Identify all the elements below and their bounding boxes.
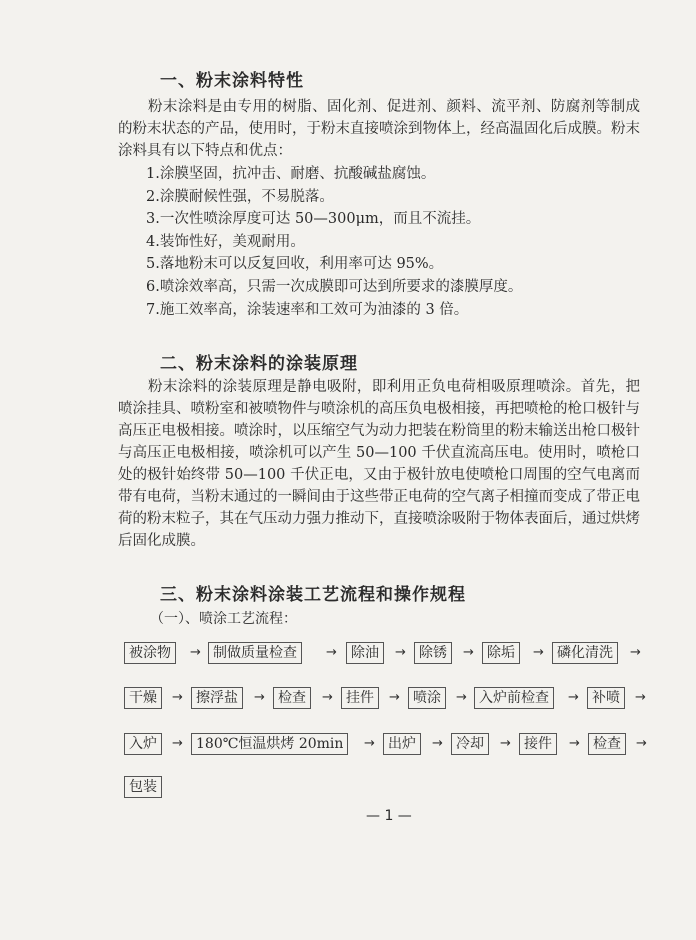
flow-step: 冷却 bbox=[451, 733, 489, 755]
arrow-icon: → bbox=[456, 690, 467, 705]
flow-step: 除油 bbox=[346, 642, 384, 664]
flow-step: 制做质量检查 bbox=[208, 642, 302, 664]
list-item: 3.一次性喷涂厚度可达 50—300μm，而且不流挂。 bbox=[146, 211, 481, 228]
flow-step: 挂件 bbox=[341, 687, 379, 709]
arrow-icon: → bbox=[254, 690, 265, 705]
flow-step: 入炉前检查 bbox=[474, 687, 554, 709]
page-number: — 1 — bbox=[366, 808, 412, 824]
arrow-icon: → bbox=[172, 736, 183, 751]
flow-step: 喷涂 bbox=[408, 687, 446, 709]
arrow-icon: → bbox=[432, 736, 443, 751]
arrow-icon: → bbox=[190, 645, 201, 660]
section3-title: 三、粉末涂料涂装工艺流程和操作规程 bbox=[160, 585, 466, 605]
arrow-icon: → bbox=[533, 645, 544, 660]
list-item: 2.涂膜耐候性强，不易脱落。 bbox=[146, 188, 334, 205]
flow-step: 除锈 bbox=[414, 642, 452, 664]
arrow-icon: → bbox=[389, 690, 400, 705]
arrow-icon: → bbox=[568, 690, 579, 705]
section1-title: 一、粉末涂料特性 bbox=[160, 71, 304, 91]
section2-title: 二、粉末涂料的涂装原理 bbox=[160, 354, 358, 374]
arrow-icon: → bbox=[569, 736, 580, 751]
flow-step: 检查 bbox=[273, 687, 311, 709]
flow-step: 干燥 bbox=[124, 687, 162, 709]
list-item: 1.涂膜坚固，抗冲击、耐磨、抗酸碱盐腐蚀。 bbox=[146, 166, 436, 182]
flow-step: 检查 bbox=[588, 733, 626, 755]
arrow-icon: → bbox=[635, 690, 646, 705]
arrow-icon: → bbox=[322, 690, 333, 705]
flow-step: 擦浮盐 bbox=[191, 687, 243, 709]
section1-intro: 粉末涂料是由专用的树脂、固化剂、促进剂、颜料、流平剂、防腐剂等制成的粉末状态的产品，使用时，于粉末直接喷涂到物体上，经高温固化后成膜。粉末涂料具有以下特点和优点： bbox=[118, 99, 640, 159]
arrow-icon: → bbox=[636, 736, 647, 751]
list-item: 6.喷涂效率高，只需一次成膜即可达到所要求的漆膜厚度。 bbox=[146, 278, 523, 295]
arrow-icon: → bbox=[326, 645, 337, 660]
flow-step: 除垢 bbox=[482, 642, 520, 664]
process-subtitle: （一）、喷涂工艺流程： bbox=[150, 611, 297, 627]
arrow-icon: → bbox=[364, 736, 375, 751]
arrow-icon: → bbox=[172, 690, 183, 705]
list-item: 5.落地粉末可以反复回收，利用率可达 95%。 bbox=[146, 256, 444, 273]
list-item: 4.装饰性好，美观耐用。 bbox=[146, 233, 305, 250]
flow-step: 接件 bbox=[519, 733, 557, 755]
flow-step: 磷化清洗 bbox=[552, 642, 618, 664]
features-list bbox=[146, 163, 522, 321]
flow-step: 包装 bbox=[124, 776, 162, 798]
flow-step: 入炉 bbox=[124, 733, 162, 755]
flow-step: 180℃恒温烘烤 20min bbox=[191, 733, 348, 755]
arrow-icon: → bbox=[463, 645, 474, 660]
section2-body: 粉末涂料的涂装原理是静电吸附，即利用正负电荷相吸原理喷涂。首先，把喷涂挂具、喷粉室和被喷物件与喷涂机的高压负电极相接，再把喷枪的枪口极针与高压正电极相接。喷涂时，以压缩空气为动力把装在粉筒里的粉末输送出枪口极针与高压正电极相接，喷涂机可以产生 50—100 千伏直流高压电。使用时，喷枪口处的极针始终带 50—100 千伏正电，又由于极针放电使喷枪口周围的空气电离而带有电荷，当粉末通过的一瞬间由于这些带正电荷的空气离子相撞而变成了带正电荷的粉末粒子，其在气压动力强力推动下，直接喷涂吸附于物体表面后，通过烘烤后固化成膜。 bbox=[118, 379, 640, 549]
flow-step: 被涂物 bbox=[124, 642, 176, 664]
arrow-icon: → bbox=[630, 645, 641, 660]
flow-step: 补喷 bbox=[587, 687, 625, 709]
list-item: 7.施工效率高，涂装速率和工效可为油漆的 3 倍。 bbox=[146, 301, 469, 318]
arrow-icon: → bbox=[500, 736, 511, 751]
arrow-icon: → bbox=[395, 645, 406, 660]
flow-step: 出炉 bbox=[383, 733, 421, 755]
